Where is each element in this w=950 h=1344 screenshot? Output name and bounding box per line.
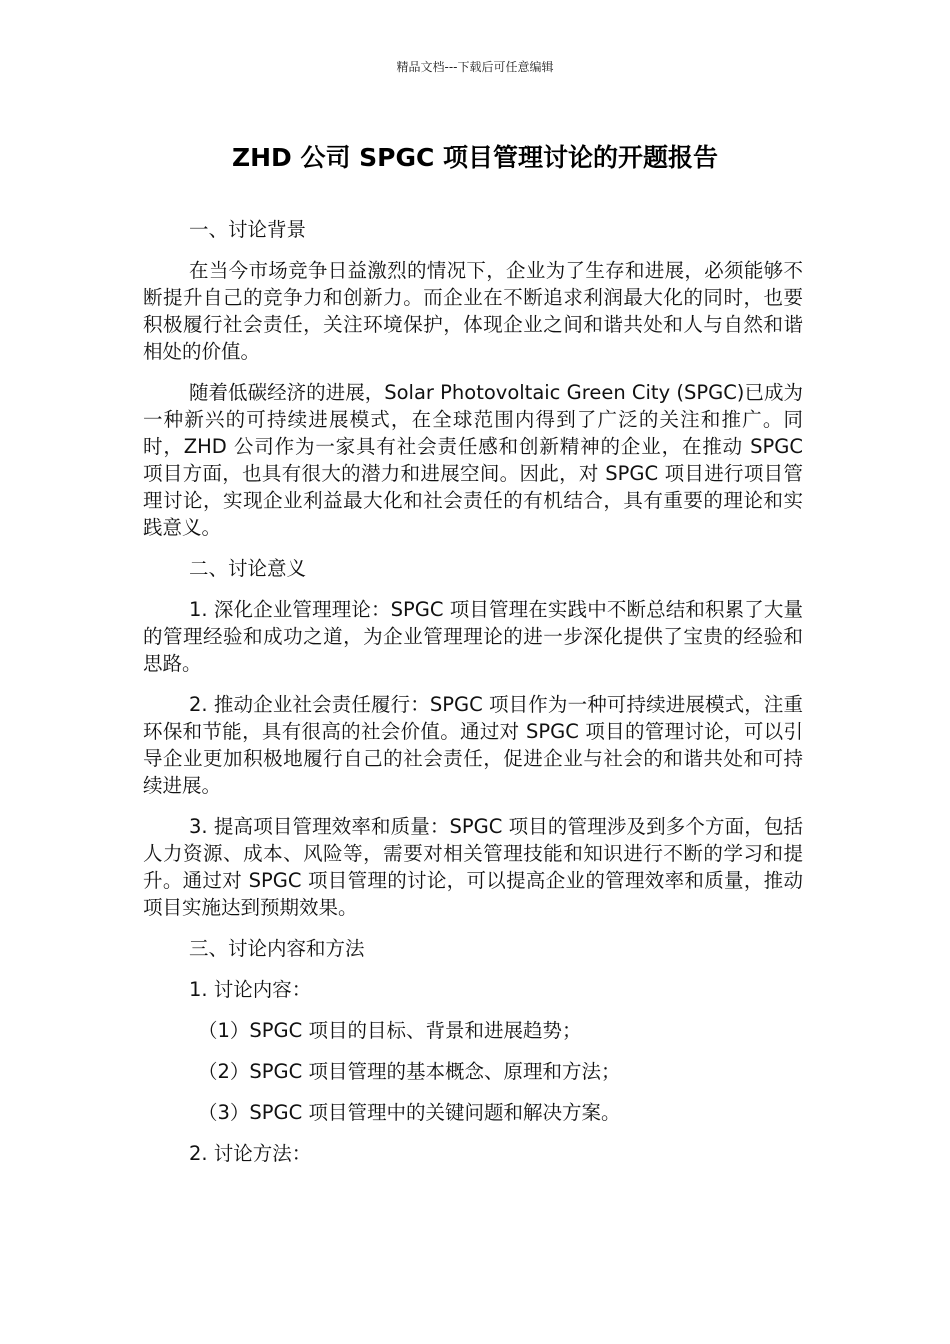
document-title: ZHD 公司 SPGC 项目管理讨论的开题报告 <box>231 143 719 172</box>
section-heading-significance: 二、讨论意义 <box>189 557 307 580</box>
paragraph: 3. 提高项目管理效率和质量：SPGC 项目的管理涉及到多个方面，包括人力资源、成本、风险等，需要对相关管理技能和知识进行不断的学习和提升。通过对 SPGC 项目管理的讨论，可以提高企业的管理效率和质量，推动项目实施达到预期效果。 <box>143 815 803 919</box>
paragraph: 随着低碳经济的进展，Solar Photovoltaic Green City (SPGC)已成为一种新兴的可持续进展模式，在全球范围内得到了广泛的关注和推广。同时，ZHD 公司作为一家具有社会责任感和创新精神的企业，在推动 SPGC 项目方面，也具有很大的潜力和进展空间。因此，对 SPGC 项目进行项目管理讨论，实现企业利益最大化和社会责任的有机结合，具有重要的理论和实践意义。 <box>143 381 803 539</box>
section-heading-content-method: 三、讨论内容和方法 <box>189 937 365 960</box>
paragraph: 在当今市场竞争日益激烈的情况下，企业为了生存和进展，必须能够不断提升自己的竞争力和创新力。而企业在不断追求利润最大化的同时，也要积极履行社会责任，关注环境保护，体现企业之间和谐共处和人与自然和谐相处的价值。 <box>143 259 803 363</box>
method-label: 2. 讨论方法： <box>189 1142 312 1165</box>
list-item: （1）SPGC 项目的目标、背景和进展趋势； <box>198 1019 582 1042</box>
section-heading-background: 一、讨论背景 <box>189 218 307 241</box>
list-item: （2）SPGC 项目管理的基本概念、原理和方法； <box>198 1060 621 1083</box>
page-header: 精品文档---下载后可任意编辑 <box>396 60 554 74</box>
paragraph: 2. 推动企业社会责任履行：SPGC 项目作为一种可持续进展模式，注重环保和节能，具有很高的社会价值。通过对 SPGC 项目的管理讨论，可以引导企业更加积极地履行自己的社会责任，促进企业与社会的和谐共处和可持续进展。 <box>143 693 803 797</box>
paragraph: 1. 深化企业管理理论：SPGC 项目管理在实践中不断总结和积累了大量的管理经验和成功之道，为企业管理理论的进一步深化提供了宝贵的经验和思路。 <box>143 598 803 675</box>
list-item: （3）SPGC 项目管理中的关键问题和解决方案。 <box>198 1101 621 1124</box>
document-body <box>143 216 803 1181</box>
content-label: 1. 讨论内容： <box>189 978 312 1001</box>
